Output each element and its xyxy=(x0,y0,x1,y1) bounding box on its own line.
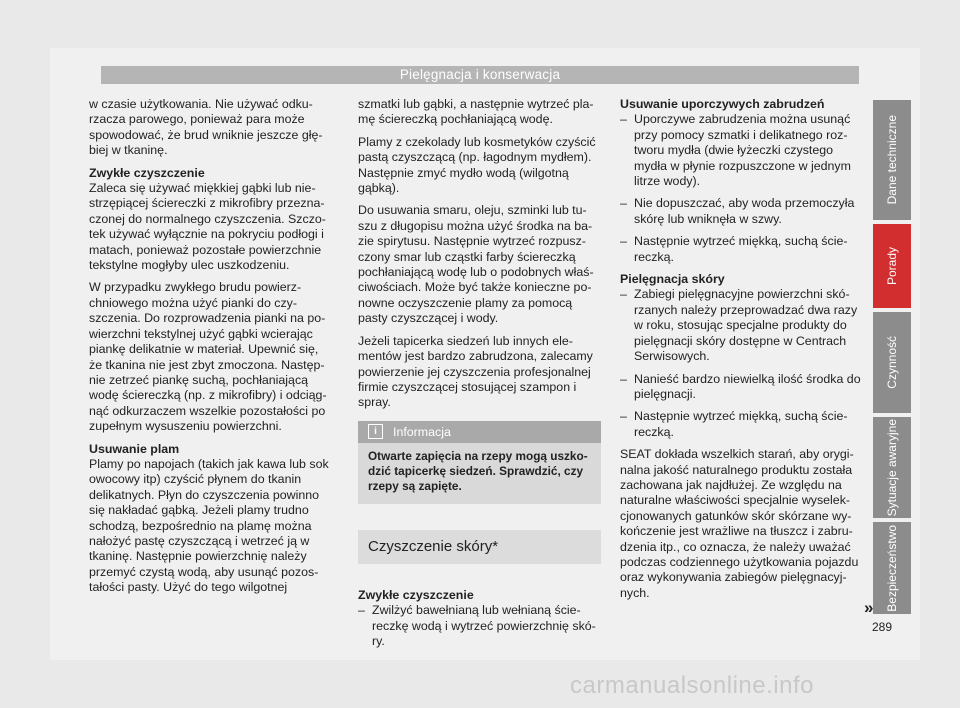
column-3 xyxy=(620,97,862,608)
list-item: – Następnie wytrzeć miękką, suchą ście-reczką. xyxy=(620,409,862,440)
info-box-header xyxy=(358,421,601,443)
paragraph: Plamy z czekolady lub kosmetyków czyścić pastą czyszczącą (np. łagodnym mydłem). Następnie zmyć mydło wodą (wilgotną gąbką). xyxy=(358,134,596,196)
info-icon: i xyxy=(368,424,383,439)
tab-label: Sytuacje awaryjne xyxy=(885,418,899,517)
watermark: carmanualsonline.info xyxy=(570,672,814,699)
tab-dane-techniczne[interactable] xyxy=(873,100,911,220)
info-box xyxy=(358,421,601,504)
page-header: Pielęgnacja i konserwacja xyxy=(101,66,859,84)
tab-sytuacje-awaryjne[interactable] xyxy=(873,417,911,518)
paragraph: Jeżeli tapicerka siedzeń lub innych ele-mentów jest bardzo zabrudzona, zalecamy powierzenie jej czyszczenia profesjonalnej firmie czyszczącej stosującej szampon i spray. xyxy=(358,333,593,410)
continue-arrow-icon: » xyxy=(864,598,874,617)
tab-label: Bezpieczeństwo xyxy=(885,524,899,612)
paragraph: Zaleca się używać miękkiej gąbki lub nie-strzępiącej ściereczki z mikrofibry przezna-czonej do normalnego czyszczenia. Szczo-tek używać wyłącznie na pokryciu podłogi i matach, ponieważ pozostałe powierzchnie tekstylne mogłyby ulec uszkodzeniu. xyxy=(89,181,326,273)
paragraph: w czasie użytkowania. Nie używać odku-rzacza parowego, ponieważ para może spowodować, że brud wniknie jeszcze głę-biej w tkaninę. xyxy=(89,97,323,158)
paragraph: Plamy po napojach (takich jak kawa lub sok owocowy itp) czyścić płynem do tkanin delikatnych. Płyn do czyszczenia powinno się nakładać gąbką. Jeżeli plamy trudno schodzą, bezpośrednio na plamę można nałożyć pastę czyszczącą i wetrzeć ją w tkaninę. Następnie powierzchnię należy przemyć czystą wodą, aby usunąć pozos-tałości pasty. Użyć do tego wilgotnej xyxy=(89,456,329,595)
section-title-leather-cleaning: Czyszczenie skóry* xyxy=(358,530,601,564)
column-2 xyxy=(358,97,600,656)
subheading-regular-cleaning: Zwykłe czyszczenie xyxy=(358,587,474,602)
paragraph: Do usuwania smaru, oleju, szminki lub tu-szu z długopisu można użyć środka na ba-zie spirytusu. Następnie wytrzeć rozpusz-czony smar lub cząstki farby ściereczką pochłaniającą wodę lub o podobnych właś-ciwościach. Może być także konieczne po-nowne oczyszczenie plamy za pomocą pasty czyszczącej i wody. xyxy=(358,203,594,326)
list-item: – Następnie wytrzeć miękką, suchą ście-reczką. xyxy=(620,234,862,265)
subheading-leather-care: Pielęgnacja skóry xyxy=(620,272,725,287)
page-number: 289 xyxy=(872,620,893,634)
subheading-stubborn-dirt: Usuwanie uporczywych zabrudzeń xyxy=(620,97,825,111)
tab-label: Czynność xyxy=(885,336,899,389)
list xyxy=(358,603,600,649)
paragraph: W przypadku zwykłego brudu powierz-chniowego można użyć pianki do czy-szczenia. Do rozprowadzenia pianki na po-wierzchni tekstylnej użyć gąbki wcierając piankę delikatnie w materiał. Upewnić się, że tkanina nie jest zbyt zmoczona. Następ-nie zetrzeć piankę suchą, pochłaniającą wodę ściereczką (np. z mikrofibry) i odciąg-nąć odkurzaczem wszelkie pozostałości po zupełnym wysuszeniu powierzchni. xyxy=(89,280,327,434)
list xyxy=(620,112,862,265)
tab-label: Dane techniczne xyxy=(885,115,899,205)
info-box-body: Otwarte zapięcia na rzepy mogą uszko-dzić tapicerkę siedzeń. Sprawdzić, czy rzepy są zapięte. xyxy=(368,448,588,493)
list xyxy=(620,287,862,440)
info-box-title: Informacja xyxy=(393,424,451,439)
column-1 xyxy=(89,97,331,603)
tab-bezpieczenstwo[interactable] xyxy=(873,522,911,614)
subheading-stain-removal: Usuwanie plam xyxy=(89,441,180,456)
list-item: – Nie dopuszczać, aby woda przemoczyła skórę lub wniknęła w szwy. xyxy=(620,196,862,227)
tab-czynnosc[interactable] xyxy=(873,312,911,413)
paragraph: szmatki lub gąbki, a następnie wytrzeć pla-mę ściereczką pochłaniającą wodę. xyxy=(358,97,594,127)
list-item: – Zabiegi pielęgnacyjne powierzchni skó-rzanych należy przeprowadzać dwa razy w roku, stosując specjalne produkty do pielęgnacji skóry dostępne w Centrach Serwisowych. xyxy=(620,287,862,364)
subheading-regular-cleaning: Zwykłe czyszczenie xyxy=(89,165,205,180)
tab-porady[interactable] xyxy=(873,224,911,308)
paragraph: SEAT dokłada wszelkich starań, aby orygi-nalna jakość naturalnego produktu została zachowana jak najdłużej. Ze względu na naturalne właściwości specjalnie wyselek-cjonowanych gatunków skór skórzane wy-kończenie jest wrażliwe na tłuszcz i zabru-dzenia itp., co oznacza, że należy uważać podczas codziennego użytkowania pojazdu oraz wykonywania zabiegów pielęgnacyj-nych. xyxy=(620,447,859,600)
list-item: – Zwilżyć bawełnianą lub wełnianą ście-reczkę wodą i wytrzeć powierzchnię skó-ry. xyxy=(358,603,600,649)
list-item: – Nanieść bardzo niewielką ilość środka do pielęgnacji. xyxy=(620,372,862,403)
tab-label: Porady xyxy=(885,246,899,286)
list-item: – Uporczywe zabrudzenia można usunąć przy pomocy szmatki i delikatnego roz-tworu mydła (dwie łyżeczki czystego mydła w płynie rozpuszczone w jednym litrze wody). xyxy=(620,112,862,189)
chapter-tabs xyxy=(873,100,911,618)
